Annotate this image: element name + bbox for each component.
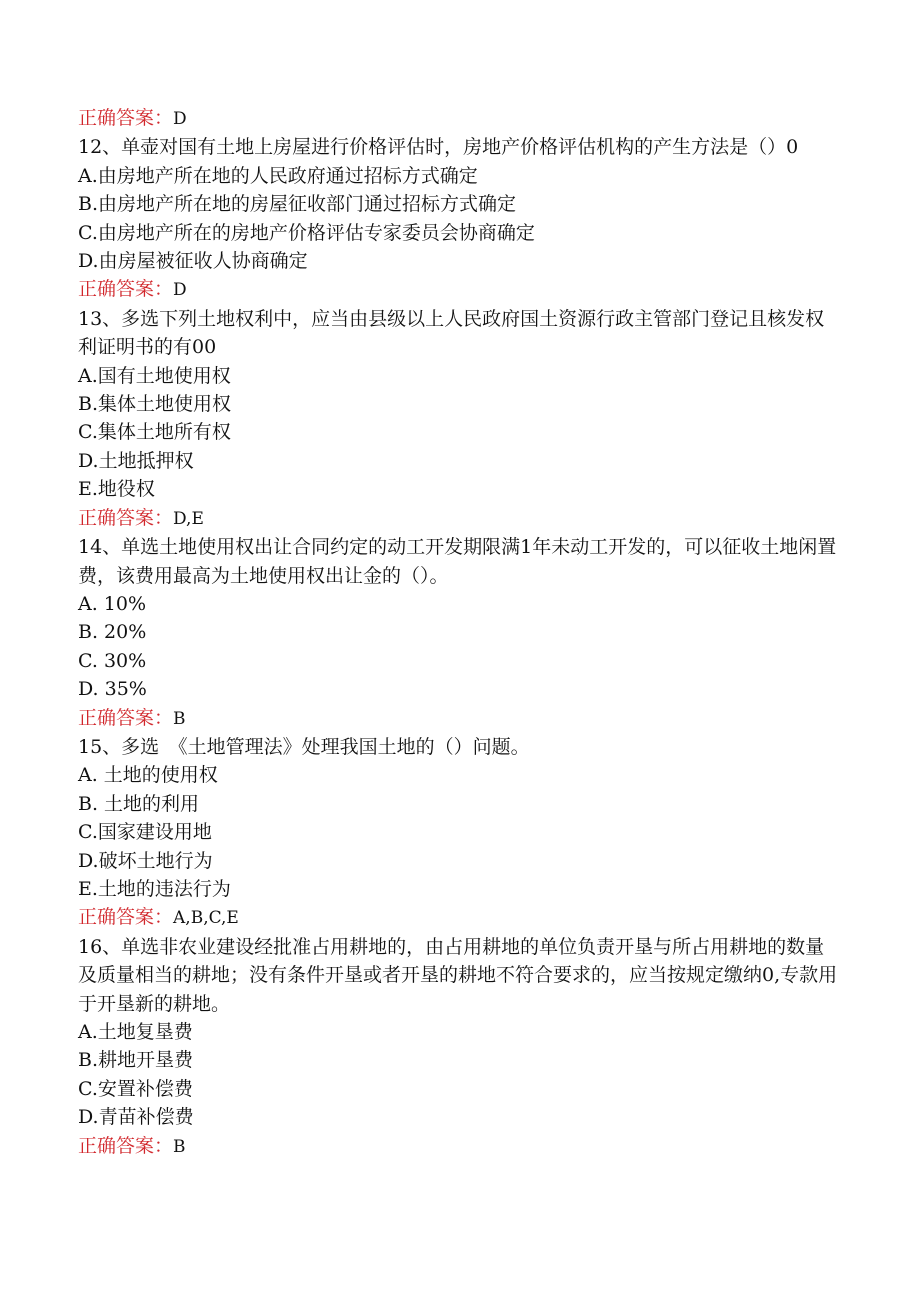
- correct-answer: [78, 704, 838, 733]
- option-item: E.土地的违法行为: [78, 877, 231, 900]
- correct-answer-label: 正确答案：: [78, 506, 174, 529]
- question-text: 15、多选 《土地管理法》处理我国土地的（）问题。: [78, 735, 530, 758]
- option-item: C.国家建设用地: [78, 821, 212, 844]
- correct-answer-value: B: [173, 708, 186, 729]
- option-item: B.耕地开垦费: [78, 1049, 194, 1072]
- option-item: D.土地抵押权: [78, 449, 194, 472]
- option-item: D.青苗补偿费: [78, 1106, 194, 1129]
- option-item: C. 30%: [78, 649, 147, 672]
- option-item: D.破坏土地行为: [78, 849, 213, 872]
- option-item: C.集体土地所有权: [78, 421, 231, 444]
- correct-answer: [78, 903, 838, 932]
- option-item: B.集体土地使用权: [78, 393, 232, 416]
- question-list: [78, 104, 838, 1161]
- correct-answer-value: D: [173, 109, 187, 129]
- option-item: B.由房地产所在地的房屋征收部门通过招标方式确定: [78, 193, 517, 216]
- option-item: C.安置补偿费: [78, 1077, 193, 1100]
- correct-answer: [78, 275, 838, 304]
- option-item: A. 10%: [78, 592, 147, 615]
- correct-answer-label: 正确答案：: [78, 278, 174, 301]
- question-text: 16、单选非农业建设经批准占用耕地的，由占用耕地的单位负责开垦与所占用耕地的数量及质量相当的耕地；没有条件开垦或者开垦的耕地不符合要求的，应当按规定缴纳0,专款用于开垦新的耕地。: [78, 935, 838, 1015]
- option-item: A.土地复垦费: [78, 1021, 193, 1043]
- question-text: 13、多选下列土地权利中，应当由县级以上人民政府国土资源行政主管部门登记且核发权利证明书的有00: [78, 307, 825, 359]
- option-item: B. 土地的利用: [78, 792, 200, 815]
- correct-answer-value: A,B,C,E: [173, 908, 239, 929]
- option-item: A.国有土地使用权: [78, 364, 231, 387]
- correct-answer-label: 正确答案：: [78, 107, 174, 129]
- question-text: 12、单壶对国有土地上房屋进行价格评估时，房地产价格评估机构的产生方法是（）0: [78, 136, 799, 159]
- document-page: [78, 104, 838, 1161]
- option-item: C.由房地产所在的房地产价格评估专家委员会协商确定: [78, 221, 535, 244]
- correct-answer-label: 正确答案：: [78, 1134, 174, 1157]
- correct-answer: [78, 1132, 838, 1161]
- correct-answer: [78, 104, 838, 133]
- correct-answer-value: D,E: [173, 508, 204, 529]
- correct-answer-value: D: [173, 280, 187, 301]
- option-item: D.由房屋被征收人协商确定: [78, 250, 308, 273]
- option-item: D. 35%: [78, 678, 147, 701]
- option-item: B. 20%: [78, 621, 147, 644]
- option-item: E.地役权: [78, 478, 155, 501]
- question-text: 14、单选土地使用权出让合同约定的动工开发期限满1年未动工开发的，可以征收土地闲置费，该费用最高为土地使用权出让金的（）。: [78, 536, 837, 587]
- correct-answer: [78, 504, 838, 533]
- correct-answer-value: B: [173, 1136, 186, 1157]
- correct-answer-label: 正确答案：: [78, 906, 174, 929]
- correct-answer-label: 正确答案：: [78, 706, 174, 729]
- option-item: A.由房地产所在地的人民政府通过招标方式确定: [78, 164, 478, 187]
- option-item: A. 土地的使用权: [78, 764, 218, 787]
